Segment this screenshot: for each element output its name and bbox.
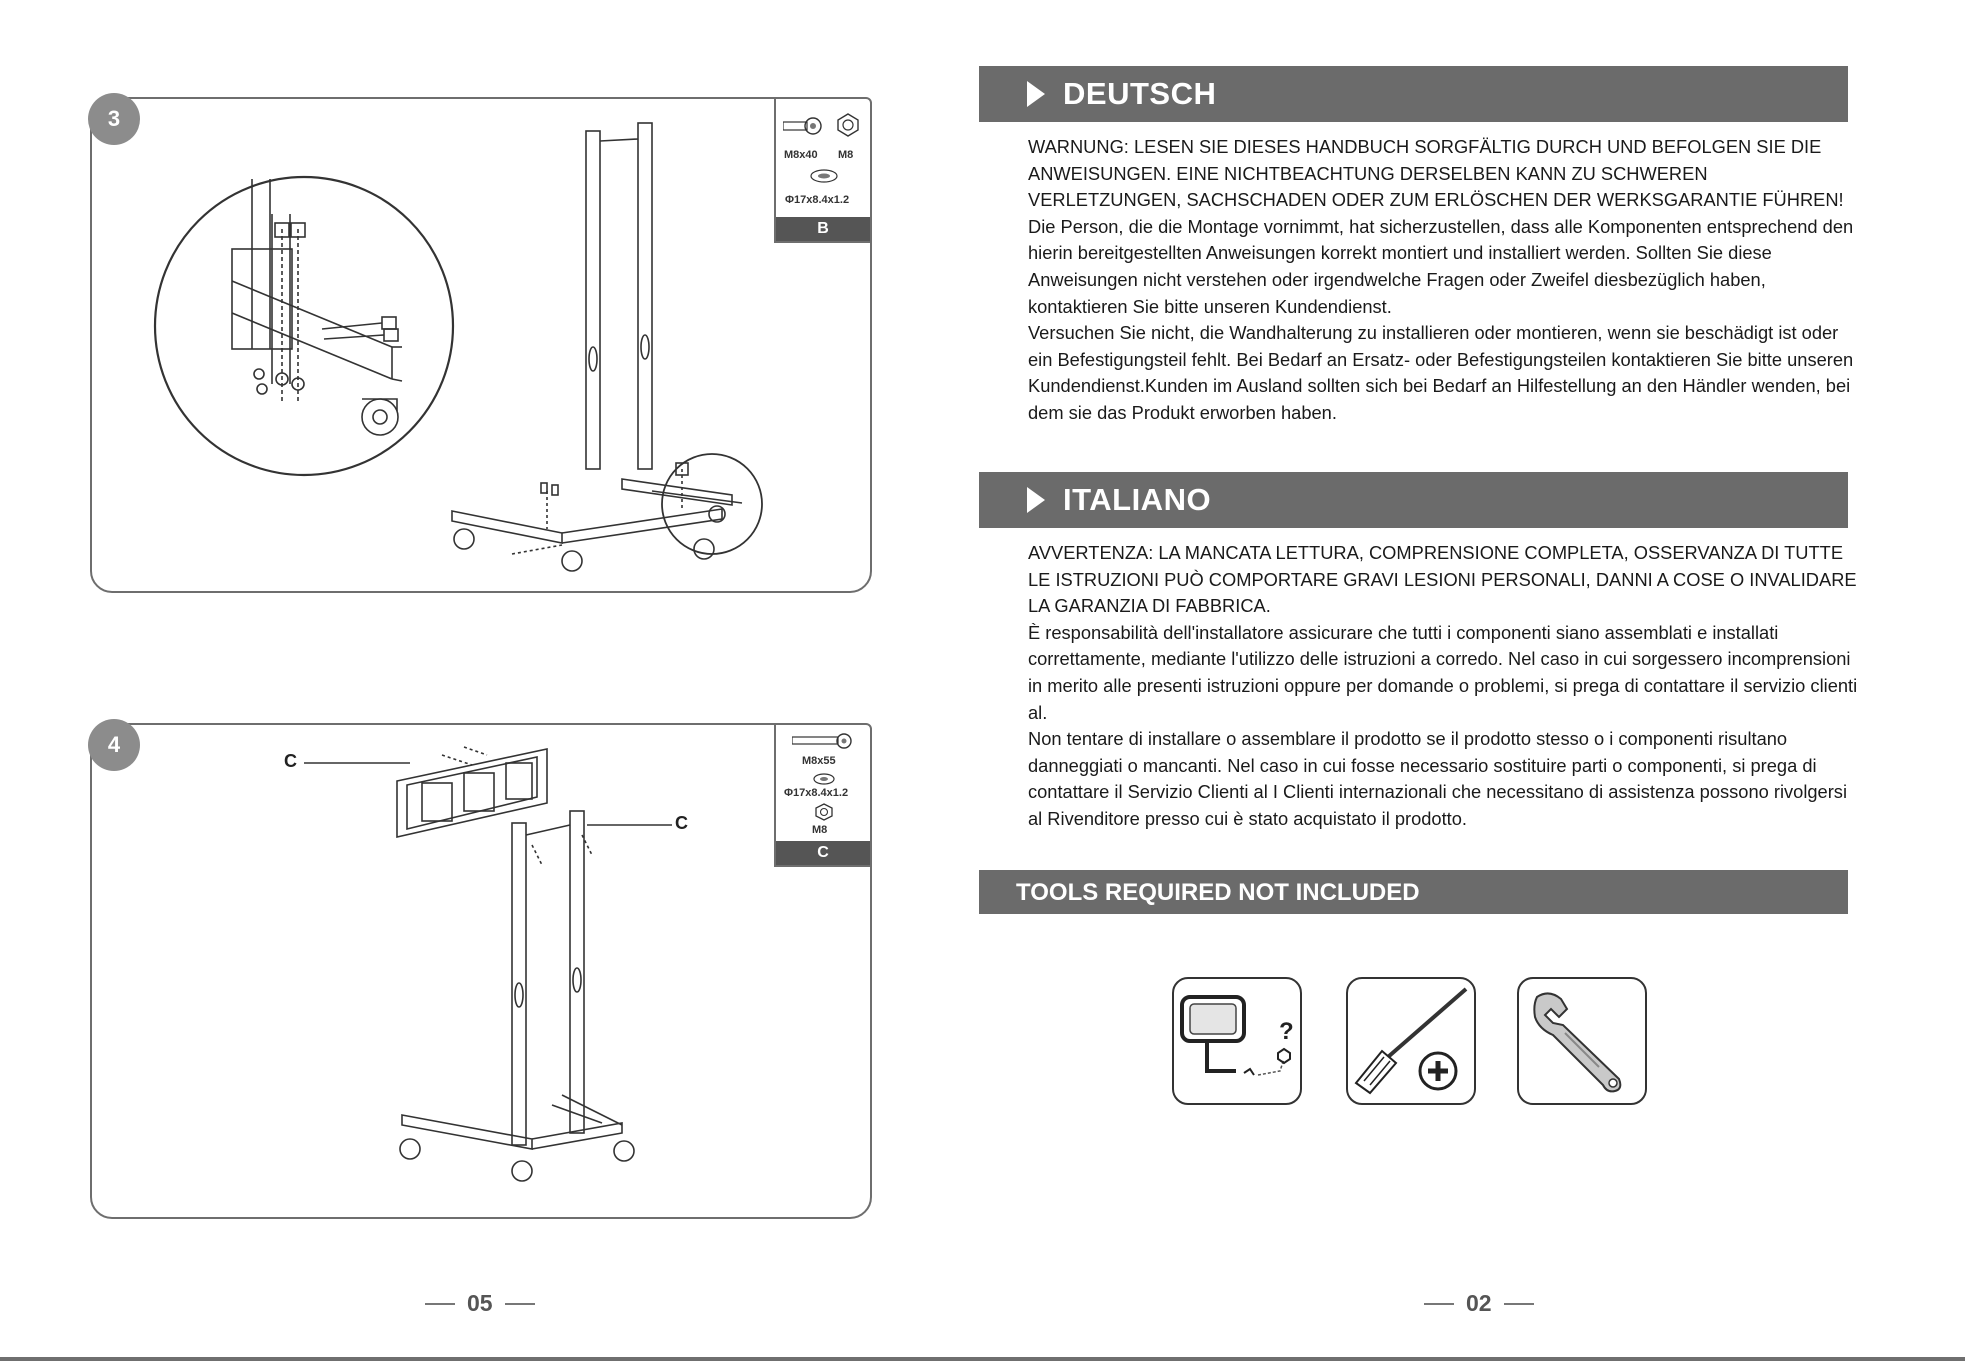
step-3-diagram: [92, 99, 874, 595]
paragraph: È responsabilità dell'installatore assicurare che tutti i componenti siano assemblati e installati correttamente, mediante l'utilizzo delle istruzioni a corredo. Nel caso in cui sorgessero incomprensioni in merito alle presenti istruzioni oppure per domande o problemi, si prega di contattare il servizio clienti al.: [1028, 621, 1858, 723]
washer-size-label: Φ17x8.4x1.2: [784, 787, 849, 799]
nut-icon: [836, 113, 860, 137]
paragraph: Non tentare di installare o assemblare il prodotto se il prodotto stesso o i componenti risultano danneggiati o mancanti. Nel caso in cui fosse necessario sostituire parti o componenti, si prega di contattare il Servizio Clienti al I Clienti internazionali che necessitano di assistenza possono rivolgersi al Rivenditore presso cui è stato acquistato il prodotto.: [1028, 728, 1848, 829]
section-title: ITALIANO: [1063, 482, 1212, 517]
callout-c-right: C: [675, 813, 688, 833]
bolt-size-label: M8x40: [784, 149, 818, 161]
dash-decor: [1504, 1303, 1534, 1305]
play-triangle-icon: [1027, 81, 1045, 107]
warning-text: WARNUNG: LESEN SIE DIESES HANDBUCH SORGFÄLTIG DURCH UND BEFOLGEN SIE DIE ANWEISUNGEN. EINE NICHTBEACHTUNG DERSELBEN KANN ZU SCHWEREN VERLETZUNGEN, SACHSCHADEN ODER ZUM ERLÖSCHEN DER WERKSGARANTIE FÜHREN!: [1028, 136, 1844, 211]
nut-icon: [814, 803, 834, 821]
callout-c-left: C: [284, 751, 297, 771]
bolt-icon: [783, 117, 823, 135]
drill-tool-icon: [1172, 977, 1302, 1105]
hardware-bag-label: B: [776, 217, 870, 241]
step-4-panel: [90, 723, 872, 1219]
washer-icon: [812, 773, 836, 785]
tools-header: TOOLS REQUIRED NOT INCLUDED: [979, 870, 1848, 914]
question-mark-label: ?: [1279, 1018, 1294, 1045]
hardware-bag-label: C: [776, 841, 870, 865]
step-4-diagram: [92, 725, 874, 1221]
hardware-parts-box: [774, 723, 872, 867]
play-triangle-icon: [1027, 487, 1045, 513]
phillips-screwdriver-icon: [1346, 977, 1476, 1105]
page-number-left: [425, 1290, 535, 1317]
deutsch-text: [1028, 134, 1858, 427]
page-number-text: 05: [467, 1290, 493, 1316]
italiano-text: [1028, 540, 1858, 833]
paragraph: Die Person, die die Montage vornimmt, hat sicherzustellen, dass alle Komponenten entsprechend den hierin bereitgestellten Anweisungen korrekt montiert und installiert werden. Sollten Sie diese Anweisungen nicht verstehen oder irgendwelche Fragen oder Zweifel diesbezüglich haben, kontaktieren Sie bitte unseren Kundendienst.: [1028, 215, 1854, 317]
dash-decor: [425, 1303, 455, 1305]
adjustable-wrench-icon: [1517, 977, 1647, 1105]
bolt-size-label: M8x55: [802, 755, 836, 767]
nut-size-label: M8: [838, 149, 854, 161]
washer-icon: [809, 169, 839, 183]
long-bolt-icon: [792, 733, 852, 749]
step-3-panel: [90, 97, 872, 593]
washer-size-label: Φ17x8.4x1.2: [785, 194, 850, 206]
italiano-section-header: [979, 472, 1848, 528]
dash-decor: [1424, 1303, 1454, 1305]
page-number-text: 02: [1466, 1290, 1492, 1316]
page-number-right: [1424, 1290, 1534, 1317]
deutsch-section-header: [979, 66, 1848, 122]
step-number-badge: 3: [88, 93, 140, 145]
nut-size-label: M8: [812, 824, 828, 836]
step-number-badge: 4: [88, 719, 140, 771]
dash-decor: [505, 1303, 535, 1305]
warning-text: AVVERTENZA: LA MANCATA LETTURA, COMPRENSIONE COMPLETA, OSSERVANZA DI TUTTE LE ISTRUZIONI PUÒ COMPORTARE GRAVI LESIONI PERSONALI, DANNI A COSE O INVALIDARE LA GARANZIA DI FABBRICA.: [1028, 542, 1857, 617]
section-title: DEUTSCH: [1063, 76, 1217, 111]
bottom-border-line: [0, 1357, 1965, 1361]
paragraph: Versuchen Sie nicht, die Wandhalterung zu installieren oder montieren, wenn sie beschädigt ist oder ein Befestigungsteil fehlt. Bei Bedarf an Ersatz- oder Befestigungsteilen kontaktieren Sie bitte unseren Kundendienst.Kunden im Ausland sollten sich bei Bedarf an Hilfestellung an den Händler wenden, bei dem sie das Produkt erworben haben.: [1028, 322, 1854, 423]
hardware-parts-box: [774, 97, 872, 243]
